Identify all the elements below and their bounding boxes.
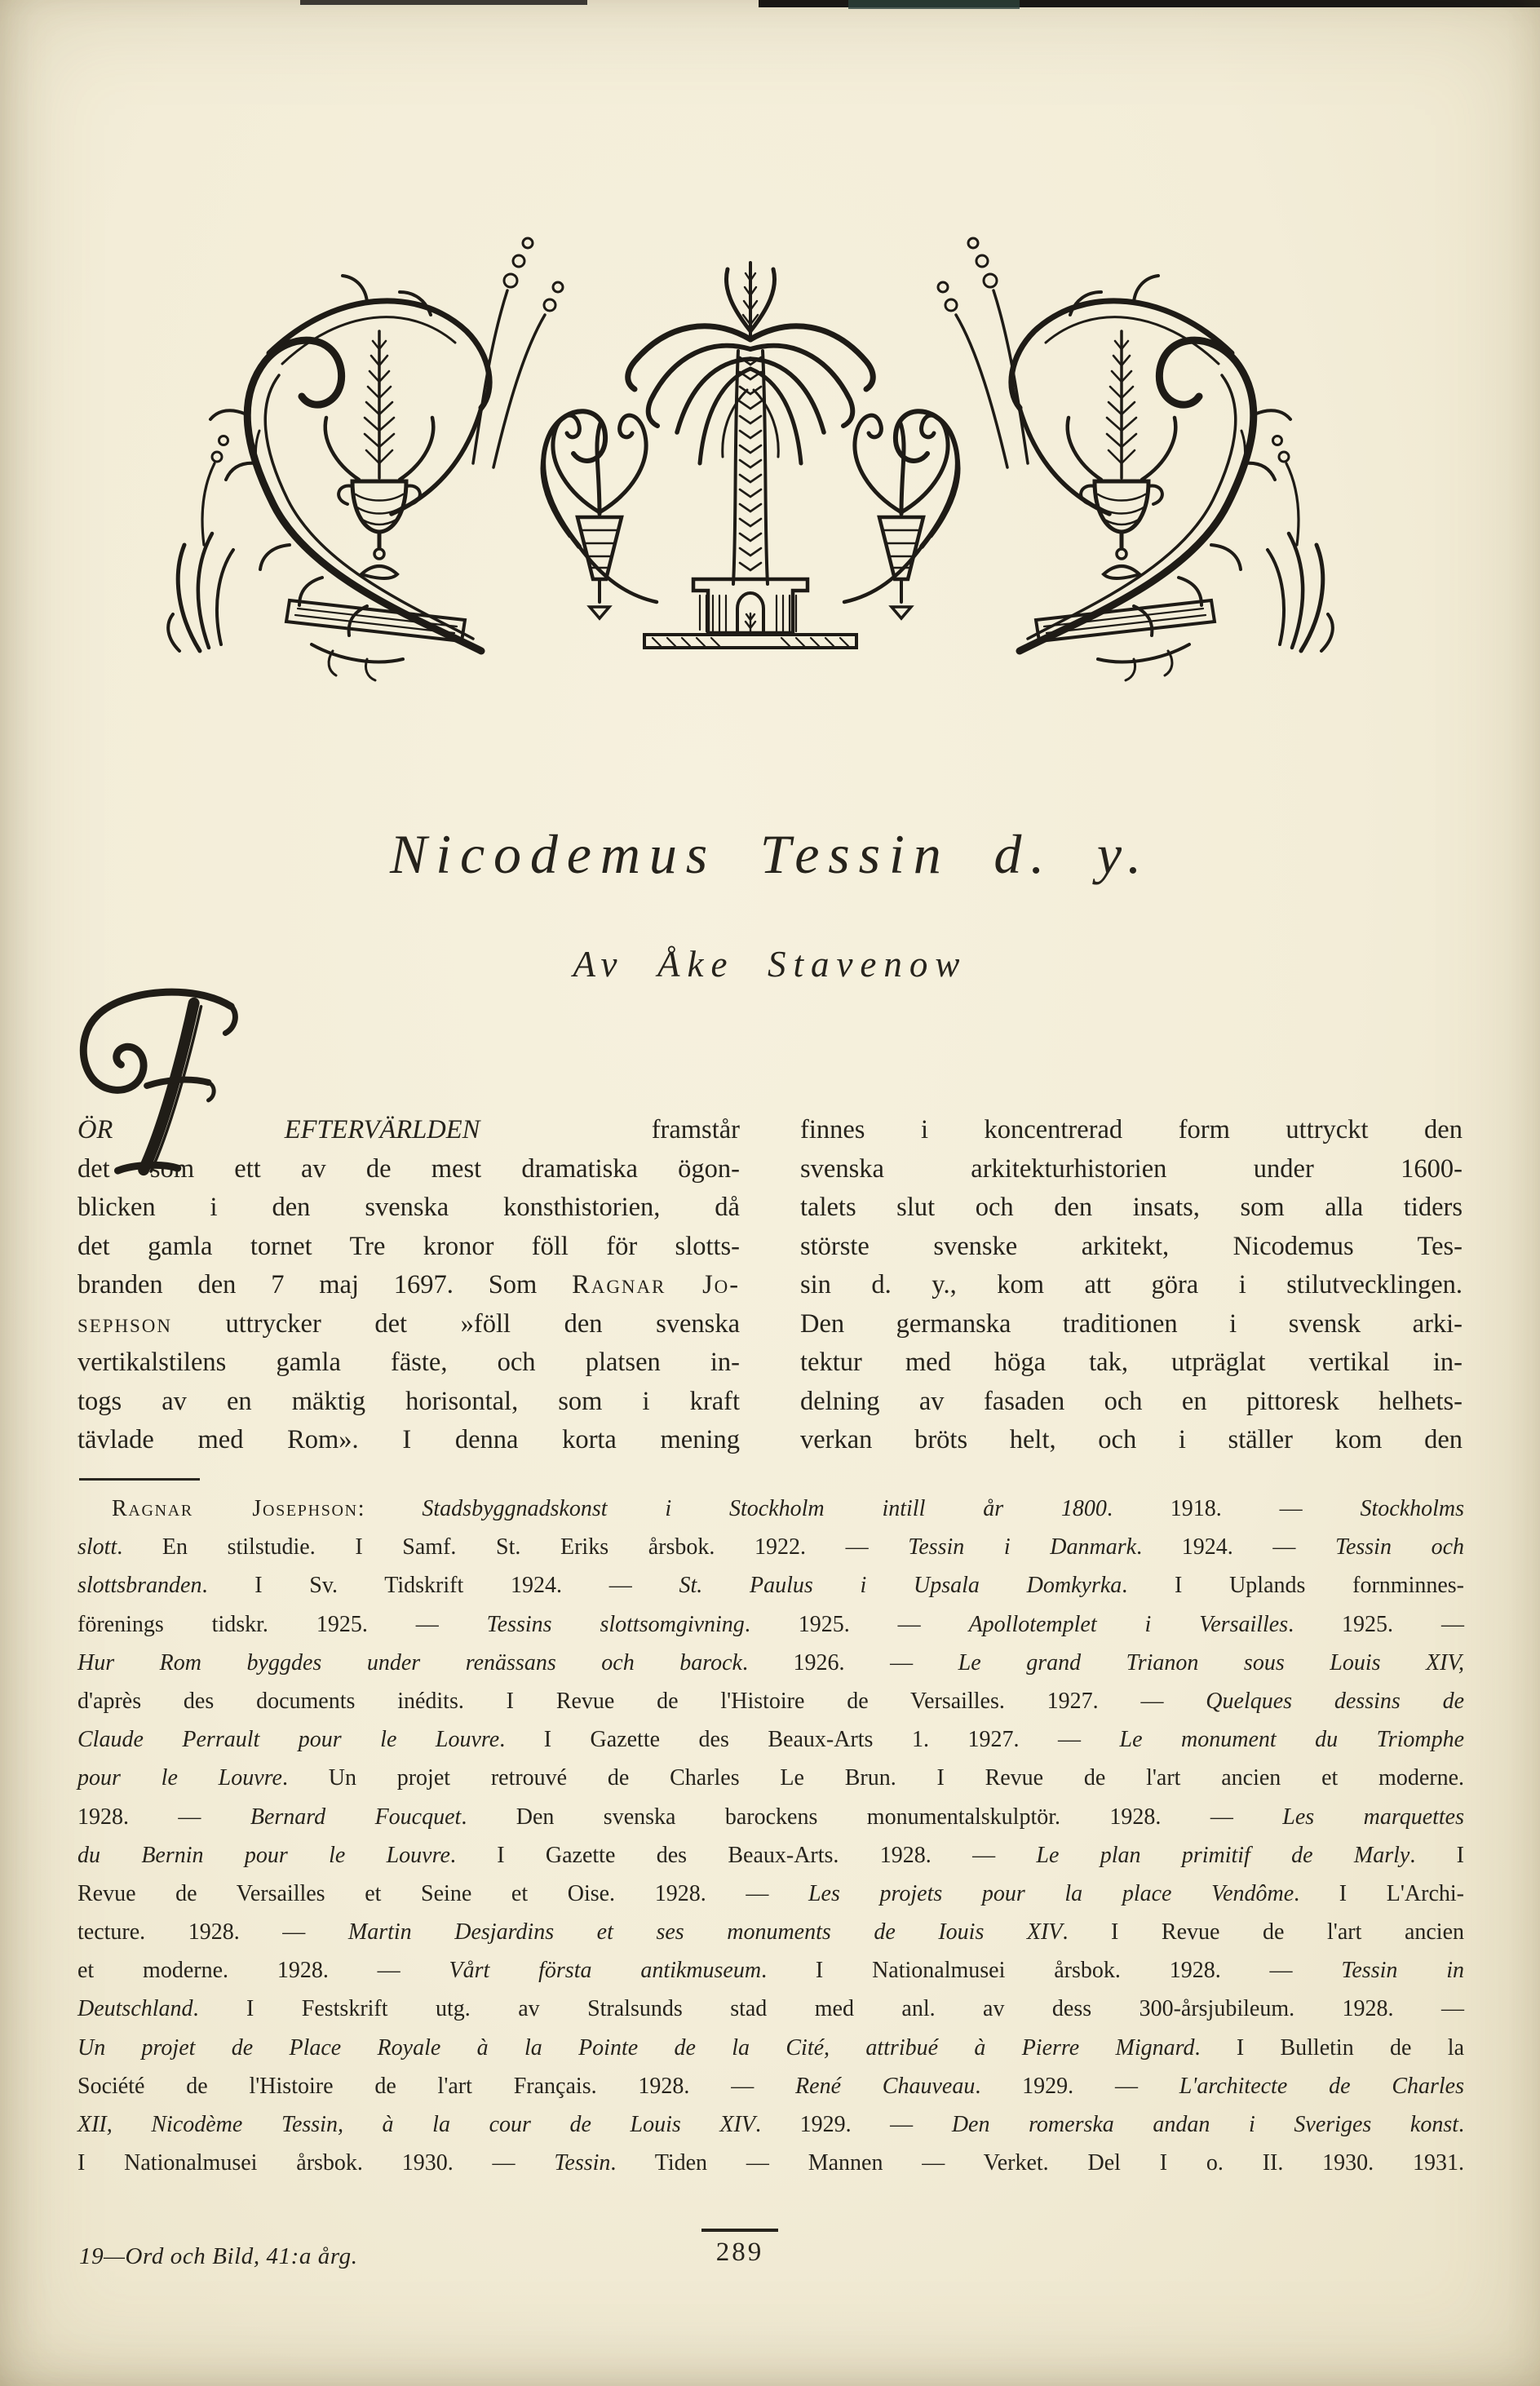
text-line: Den germanska traditionen i svensk arki- <box>800 1308 1463 1339</box>
author-byline: Av Åke Stavenow <box>573 944 967 985</box>
text-line: pour le Louvre. Un projet retrouvé de Charles Le Brun. I Revue de l'art ancien et moderne. <box>77 1765 1465 1791</box>
text-line: delning av fasaden och en pittoresk helhets- <box>800 1386 1463 1416</box>
scan-edge-artifact <box>848 0 1020 9</box>
text-line: du Bernin pour le Louvre. I Gazette des Beaux-Arts. 1928. — Le plan primitif de Marly. I <box>77 1842 1464 1868</box>
text-line: förenings tidskr. 1925. — Tessins slottsomgivning. 1925. — Apollotemplet i Versailles. 1925. — <box>77 1611 1464 1637</box>
page-number-block <box>77 2229 1464 2268</box>
body-column-left <box>77 1111 740 1460</box>
footnote-separator-rule <box>79 1478 200 1481</box>
footnote-bibliography <box>77 1490 1464 2182</box>
text-line: Société de l'Histoire de l'art Français. 1928. — René Chauveau. 1929. — L'architecte de Charles <box>77 2073 1464 2099</box>
text-line: Revue de Versailles et Seine et Oise. 1928. — Les projets pour la place Vendôme. I L'Archi- <box>77 1880 1464 1906</box>
text-line: slottsbranden. I Sv. Tidskrift 1924. — St. Paulus i Upsala Domkyrka. I Uplands fornminnes- <box>77 1573 1464 1599</box>
text-line: Un projet de Place Royale à la Pointe de la Cité, attribué à Pierre Mignard. I Bulletin de la <box>77 2034 1464 2061</box>
text-line: et moderne. 1928. — Vårt första antikmuseum. I Nationalmusei årsbok. 1928. — Tessin in <box>77 1958 1464 1984</box>
text-line: verkan bröts helt, och i ställer kom den <box>800 1425 1463 1454</box>
text-line: XII, Nicodème Tessin, à la cour de Louis XIV. 1929. — Den romerska andan i Sveriges konst. <box>77 2112 1465 2137</box>
text-line: tävlade med Rom». I denna korta mening <box>77 1425 740 1454</box>
text-line: vertikalstilens gamla fäste, och platsen in- <box>77 1348 740 1377</box>
text-line: Ragnar Josephson: Stadsbyggnadskonst i Stockholm intill år 1800. 1918. — Stockholms <box>112 1496 1464 1521</box>
body-column-right <box>800 1111 1463 1460</box>
text-line: Hur Rom byggdes under renässans och barock. 1926. — Le grand Trianon sous Louis XIV, <box>77 1649 1465 1676</box>
signature-line: 19—Ord och Bild, 41:a årg. <box>79 2243 358 2269</box>
text-line: ÖR EFTERVÄRLDEN framstår <box>77 1115 740 1144</box>
article-title: Nicodemus Tessin d. y. <box>389 823 1151 885</box>
text-line: finnes i koncentrerad form uttryckt den <box>800 1115 1463 1144</box>
text-line: störste svenske arkitekt, Nicodemus Tes- <box>800 1231 1463 1261</box>
text-line: tecture. 1928. — Martin Desjardins et ses monuments de Iouis XIV. I Revue de l'art ancien <box>77 1919 1465 1946</box>
text-line: branden den 7 maj 1697. Som Ragnar Jo- <box>77 1270 740 1299</box>
text-line: talets slut och den insats, som alla tiders <box>800 1193 1463 1222</box>
decorative-initial-F <box>66 982 249 1184</box>
headpiece-ornament <box>122 194 1378 684</box>
page-number: 289 <box>715 2238 764 2267</box>
text-line: d'après des documents inédits. I Revue de l'Histoire de Versailles. 1927. — Quelques dessins de <box>77 1688 1465 1714</box>
scan-edge-artifact <box>300 0 587 5</box>
text-line: togs av en mäktig horisontal, som i kraft <box>77 1386 740 1416</box>
text-line: svenska arkitekturhistorien under 1600- <box>800 1153 1463 1184</box>
text-line: I Nationalmusei årsbok. 1930. — Tessin. Tiden — Mannen — Verket. Del I o. II. 1930. 1931. <box>77 2150 1464 2176</box>
text-line: slott. En stilstudie. I Samf. St. Eriks årsbok. 1922. — Tessin i Danmark. 1924. — Tessin och <box>77 1534 1465 1560</box>
text-line: tektur med höga tak, utpräglat vertikal in- <box>800 1348 1463 1377</box>
text-line: det gamla tornet Tre kronor föll för slotts- <box>77 1231 740 1261</box>
text-line: sin d. y., kom att göra i stilutvecklingen. <box>800 1270 1463 1299</box>
text-line: det som ett av de mest dramatiska ögon- <box>77 1153 740 1184</box>
page-number-rule <box>701 2229 778 2232</box>
text-line: 1928. — Bernard Foucquet. Den svenska barockens monumentalskulptör. 1928. — Les marquettes <box>77 1804 1465 1830</box>
body-text <box>77 1111 1464 1460</box>
text-line: Claude Perrault pour le Louvre. I Gazette des Beaux-Arts 1. 1927. — Le monument du Triomphe <box>77 1727 1465 1753</box>
text-line: sephson uttrycker det »föll den svenska <box>77 1308 740 1339</box>
text-line: blicken i den svenska konsthistorien, då <box>77 1193 740 1222</box>
text-line: Deutschland. I Festskrift utg. av Stralsunds stad med anl. av dess 300-årsjubileum. 1928. — <box>77 1996 1464 2022</box>
